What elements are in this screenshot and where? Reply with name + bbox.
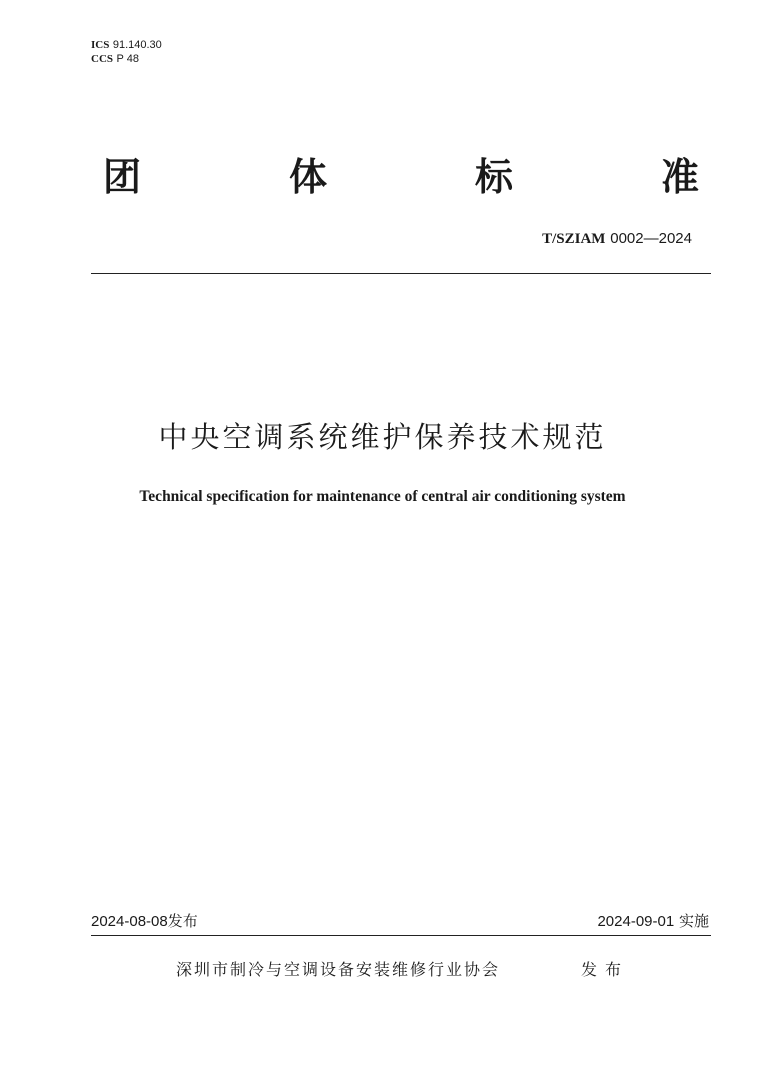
bottom-divider [91,935,711,936]
ics-line [91,38,162,52]
ics-code: 91.140.30 [112,39,162,51]
standard-type-char: 团 [103,155,142,199]
standard-number [542,229,692,248]
standard-type-char: 体 [288,155,327,199]
publisher-name: 深圳市制冷与空调设备安装维修行业协会 [176,960,501,979]
issue-date-label: 发布 [167,912,198,930]
implement-date-label: 实施 [678,912,709,930]
issue-date [91,911,198,932]
ccs-label: CCS [91,53,114,65]
ics-label: ICS [91,39,110,51]
ccs-line [91,52,162,66]
document-title-zh: 中央空调系统维护保养技术规范 [158,420,607,454]
classification-codes [91,38,162,66]
standard-type-heading [103,150,699,204]
implement-date-value: 2024-09-01 [597,913,675,930]
implement-date [597,911,709,932]
issue-date-value: 2024-08-08 [91,913,168,930]
ccs-code: P 48 [116,53,139,65]
standard-type-char: 准 [660,155,699,199]
document-title-en: Technical specification for maintenance of central air conditioning system [139,488,626,505]
top-divider [91,273,711,274]
standard-number-prefix: T/SZIAM [542,231,606,247]
standard-type-char: 标 [474,155,513,199]
publisher-action: 发布 [581,960,630,979]
standard-number-value: 0002—2024 [610,230,692,247]
